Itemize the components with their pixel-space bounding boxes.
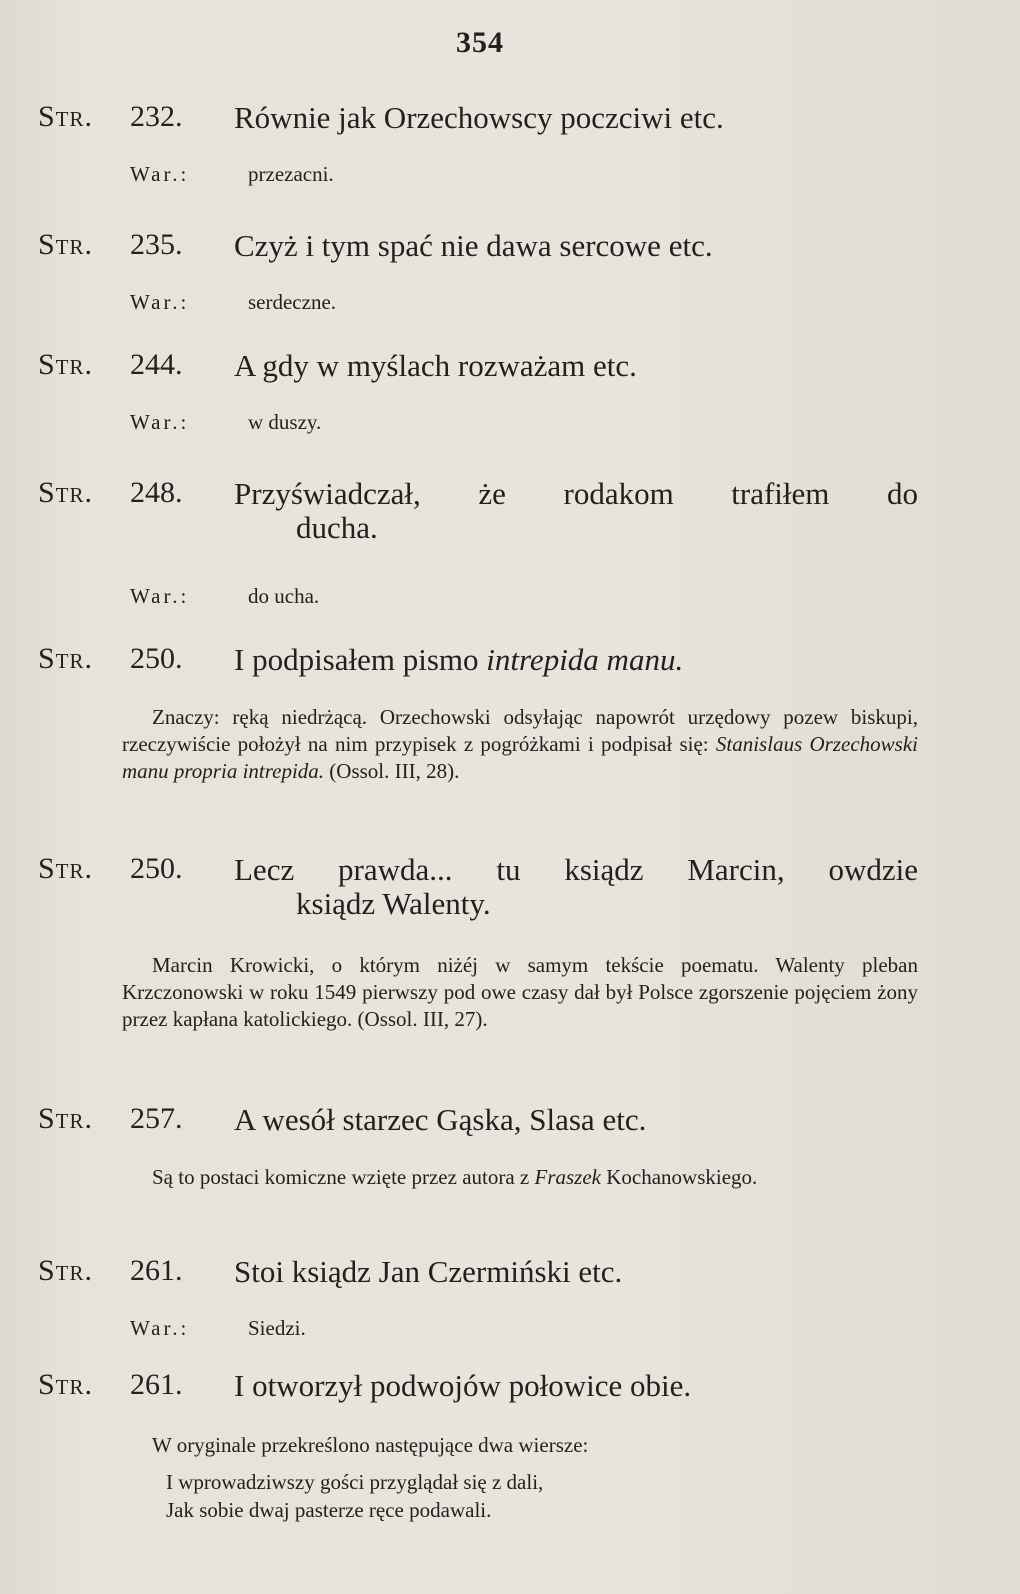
str-label: Str.	[38, 852, 94, 885]
str-label: Str.	[38, 100, 94, 133]
note-text-end: (Ossol. III, 28).	[324, 759, 460, 783]
quoted-line: Jak sobie dwaj pasterze ręce podawali.	[166, 1498, 492, 1522]
verse-plain: I podpisałem pismo	[234, 642, 487, 677]
page-ref: 248.	[130, 476, 183, 509]
variant-text: serdeczne.	[248, 290, 337, 314]
note-text: Marcin Krowicki, o którym niżéj w samym tekście poematu. Walenty pleban Krzczonowski w roku 1549 pierwszy pod owe czasy dał był Polsce zgorszenie pojęciem żony przez kapłana katolickiego. (Ossol. III, 27).	[122, 953, 918, 1031]
variant	[130, 410, 321, 435]
page-ref: 244.	[130, 348, 183, 381]
verse-text: I otworzył podwojów połowice obie.	[234, 1368, 692, 1403]
commentary-note	[122, 1432, 918, 1459]
commentary-note	[122, 1164, 918, 1191]
page-number: 354	[456, 26, 504, 59]
entry	[38, 228, 918, 314]
page-ref: 261.	[130, 1254, 183, 1287]
entry	[38, 476, 918, 608]
verse-text: Równie jak Orzechowscy poczciwi etc.	[234, 100, 724, 135]
page-ref: 261.	[130, 1368, 183, 1401]
variant	[130, 1316, 306, 1341]
commentary-note	[122, 952, 918, 1033]
page-ref: 257.	[130, 1102, 183, 1135]
variant-label: War.:	[130, 1316, 190, 1340]
str-label: Str.	[38, 348, 94, 381]
note-text-end: Kochanowskiego.	[601, 1165, 758, 1189]
str-label: Str.	[38, 228, 94, 261]
page-ref: 235.	[130, 228, 183, 261]
variant-text: do ucha.	[248, 584, 320, 608]
note-text: W oryginale przekreślono następujące dwa wiersze:	[152, 1433, 589, 1457]
variant	[130, 290, 336, 315]
variant-text: przezacni.	[248, 162, 334, 186]
quoted-line: I wprowadziwszy gości przyglądał się z dali,	[166, 1470, 544, 1494]
entry	[38, 1368, 918, 1522]
note-italic: Stanislaus Orzechowski manu propria intrepida.	[122, 732, 918, 783]
verse-continuation: ducha.	[296, 510, 378, 545]
entry	[38, 100, 918, 186]
variant-label: War.:	[130, 584, 190, 608]
commentary-note	[122, 704, 918, 785]
entry	[38, 348, 918, 434]
verse-text: A wesół starzec Gąska, Slasa etc.	[234, 1102, 647, 1137]
variant	[130, 162, 334, 187]
variant-label: War.:	[130, 290, 190, 314]
variant-text: Siedzi.	[248, 1316, 306, 1340]
page-ref: 232.	[130, 100, 183, 133]
str-label: Str.	[38, 1368, 94, 1401]
verse-italic: intrepida manu.	[486, 642, 684, 677]
note-italic: Fraszek	[534, 1165, 601, 1189]
str-label: Str.	[38, 1254, 94, 1287]
page-ref: 250.	[130, 852, 183, 885]
verse-text: Lecz prawda... tu ksiądz Marcin, owdzie	[234, 852, 918, 887]
variant-label: War.:	[130, 410, 190, 434]
verse-text: Czyż i tym spać nie dawa sercowe etc.	[234, 228, 713, 263]
variant	[130, 584, 319, 609]
verse-text: A gdy w myślach rozważam etc.	[234, 348, 637, 383]
verse-text: Stoi ksiądz Jan Czermiński etc.	[234, 1254, 623, 1289]
page-ref: 250.	[130, 642, 183, 675]
entry	[38, 852, 918, 1031]
entry	[38, 642, 918, 783]
entry	[38, 1254, 918, 1340]
note-text: Znaczy: ręką niedrżącą. Orzechowski odsyłając napowrót urzędowy pozew biskupi, rzeczywiście położył na nim przypisek z pogróżkami i podpisał się:	[122, 705, 918, 756]
verse-text: Przyświadczał, że rodakom trafiłem do	[234, 476, 918, 511]
str-label: Str.	[38, 476, 94, 509]
verse-continuation: ksiądz Walenty.	[296, 886, 491, 921]
verse-text	[234, 642, 918, 678]
str-label: Str.	[38, 642, 94, 675]
entry	[38, 1102, 918, 1189]
note-text: Są to postaci komiczne wzięte przez autora z	[152, 1165, 535, 1189]
variant-text: w duszy.	[248, 410, 322, 434]
str-label: Str.	[38, 1102, 94, 1135]
variant-label: War.:	[130, 162, 190, 186]
